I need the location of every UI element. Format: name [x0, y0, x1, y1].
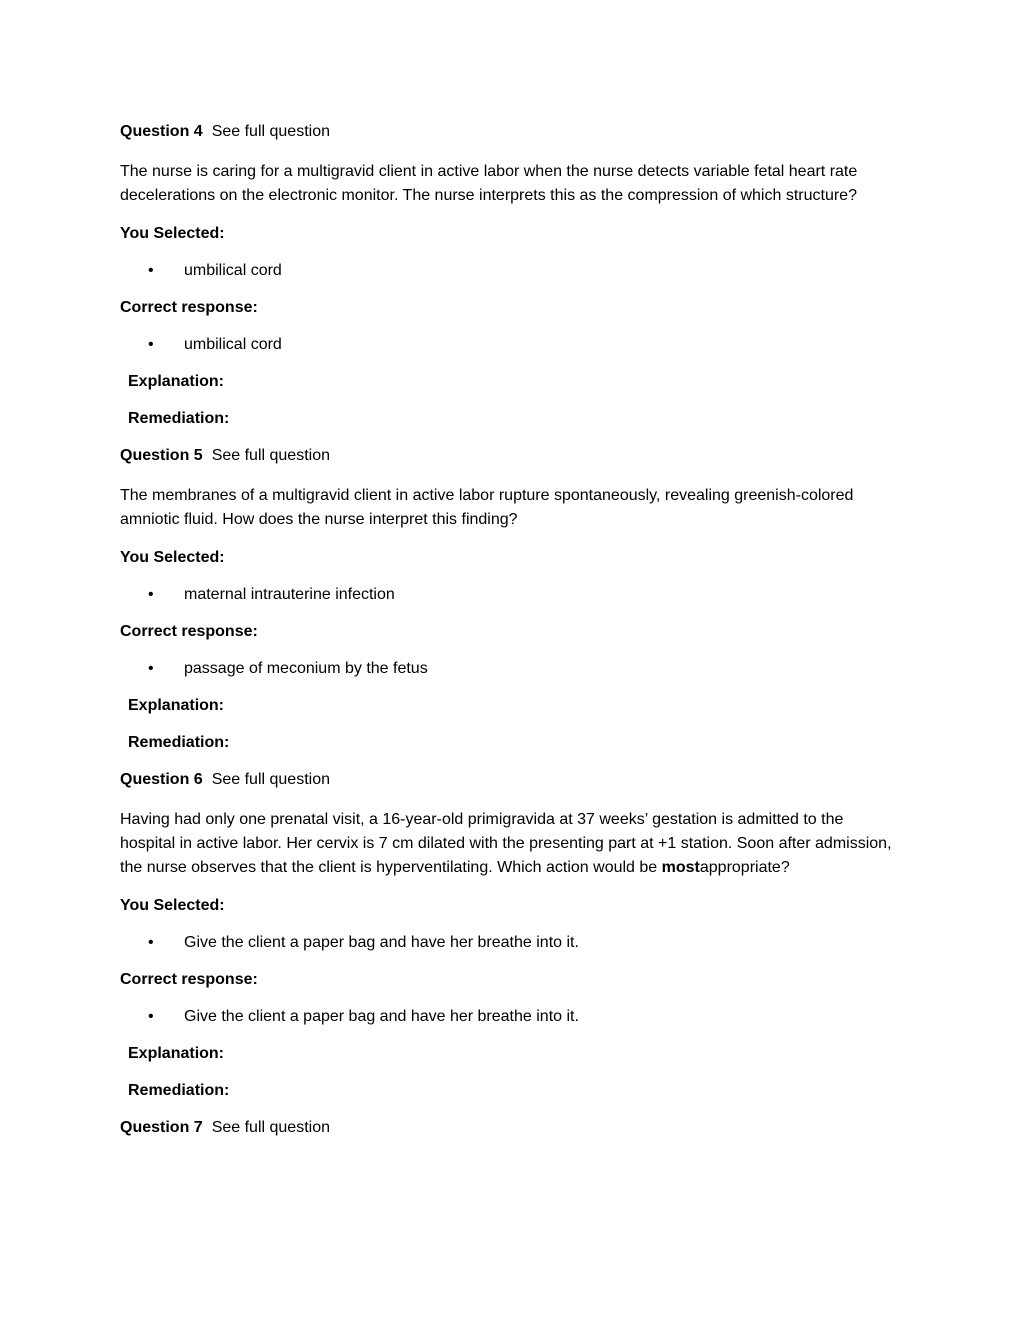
- bullet-icon: •: [148, 934, 154, 951]
- bullet-icon: •: [148, 586, 154, 603]
- remediation-label: Remediation:: [128, 1082, 230, 1099]
- question-text-part2: appropriate?: [699, 859, 790, 876]
- correct-answer: [120, 1005, 900, 1029]
- see-full-question-link[interactable]: See full question: [211, 1119, 330, 1136]
- question-header: [120, 444, 900, 468]
- correct-answer: [120, 333, 900, 357]
- selected-answer-text: umbilical cord: [184, 262, 282, 279]
- correct-answer-text: passage of meconium by the fetus: [184, 660, 428, 677]
- question-number: Question 7: [120, 1119, 203, 1136]
- bullet-icon: •: [148, 336, 154, 353]
- question-text-part1: Having had only one prenatal visit, a 16-year-old primigravida at 37 weeks’ gestation is admitted to the hospital in active labor. Her cervix is 7 cm dilated with the presenting part at +1 station. Soon after admission, the nurse observes that the client is hyperventilating. Which action would be: [120, 811, 892, 876]
- bullet-icon: •: [148, 660, 154, 677]
- question-5: [120, 444, 900, 755]
- remediation-label: Remediation:: [128, 410, 230, 427]
- you-selected-label: You Selected:: [120, 549, 225, 566]
- question-header: [120, 120, 900, 144]
- selected-answer-text: Give the client a paper bag and have her breathe into it.: [184, 934, 579, 951]
- selected-answer: [120, 931, 900, 955]
- explanation-label: Explanation:: [128, 1045, 225, 1062]
- document-page: [120, 120, 900, 1154]
- remediation-label: Remediation:: [128, 734, 230, 751]
- see-full-question-link[interactable]: See full question: [211, 447, 330, 464]
- selected-answer: [120, 259, 900, 283]
- question-text: [120, 808, 900, 880]
- selected-answer-text: maternal intrauterine infection: [184, 586, 395, 603]
- correct-response-label: Correct response:: [120, 299, 258, 316]
- bullet-icon: •: [148, 1008, 154, 1025]
- bullet-icon: •: [148, 262, 154, 279]
- question-number: Question 6: [120, 771, 203, 788]
- see-full-question-link[interactable]: See full question: [211, 771, 330, 788]
- question-text-emphasis: most: [661, 859, 700, 876]
- question-text: The membranes of a multigravid client in active labor rupture spontaneously, revealing greenish-colored amniotic fluid. How does the nurse interpret this finding?: [120, 487, 854, 528]
- question-header: [120, 1116, 900, 1140]
- you-selected-label: You Selected:: [120, 897, 225, 914]
- explanation-label: Explanation:: [128, 373, 225, 390]
- question-7: [120, 1116, 900, 1140]
- you-selected-label: You Selected:: [120, 225, 225, 242]
- question-number: Question 4: [120, 123, 203, 140]
- explanation-label: Explanation:: [128, 697, 225, 714]
- selected-answer: [120, 583, 900, 607]
- question-header: [120, 768, 900, 792]
- see-full-question-link[interactable]: See full question: [211, 123, 330, 140]
- question-6: [120, 768, 900, 1103]
- correct-answer-text: Give the client a paper bag and have her breathe into it.: [184, 1008, 579, 1025]
- correct-response-label: Correct response:: [120, 971, 258, 988]
- question-text: The nurse is caring for a multigravid client in active labor when the nurse detects variable fetal heart rate decelerations on the electronic monitor. The nurse interprets this as the compression of which structure?: [120, 163, 858, 204]
- question-4: [120, 120, 900, 431]
- correct-response-label: Correct response:: [120, 623, 258, 640]
- correct-answer-text: umbilical cord: [184, 336, 282, 353]
- correct-answer: [120, 657, 900, 681]
- question-number: Question 5: [120, 447, 203, 464]
